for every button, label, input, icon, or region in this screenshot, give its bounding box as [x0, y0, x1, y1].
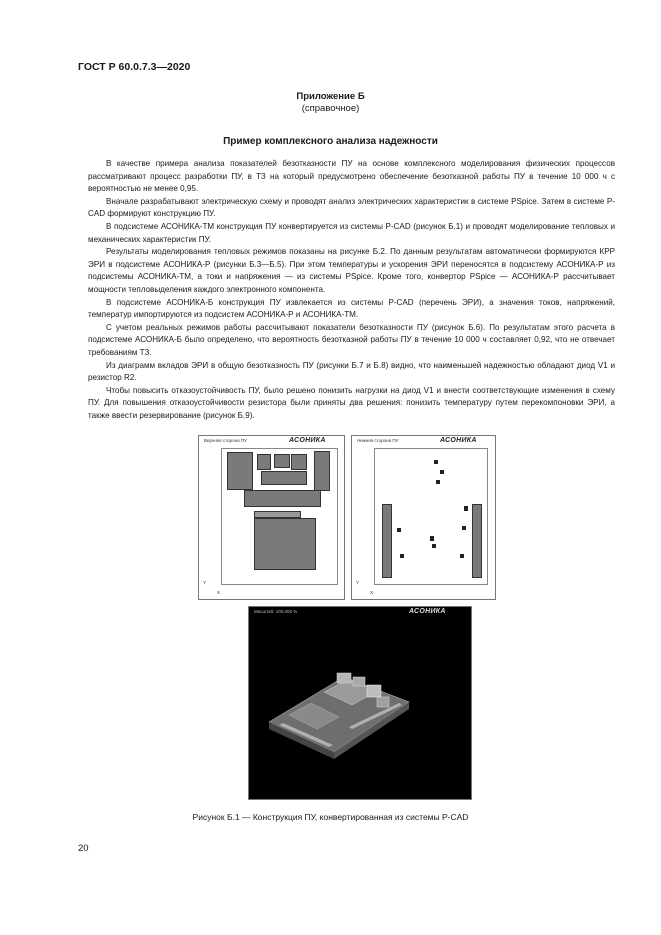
component-block	[227, 452, 253, 490]
annex-subtitle: (справочное)	[301, 103, 360, 114]
document-code: ГОСТ Р 60.0.7.3—2020	[78, 61, 191, 73]
component-block	[254, 511, 301, 518]
component-pad	[440, 470, 444, 474]
component-pad	[464, 506, 468, 511]
annex-title: Приложение Б	[296, 91, 365, 102]
annex-heading	[0, 91, 661, 115]
component-block	[291, 454, 307, 470]
body-text	[88, 158, 615, 422]
component-pad	[400, 554, 404, 558]
paragraph: Из диаграмм вкладов ЭРИ в общую безотказность ПУ (рисунки Б.7 и Б.8) видно, что наименьшей надежностью обладают диод V1 и резистор R2.	[88, 360, 615, 383]
paragraph: Чтобы повысить отказоустойчивость ПУ, было решено понизить нагрузки на диод V1 и внести соответствующие изменения в схему ПУ. Для повышения отказоустойчивости резистора были приняты два решения: понизить температуру путем перекомпоновки ЭРИ, а также ввести резервирование (рисунок Б.9).	[88, 385, 615, 420]
paragraph: Вначале разрабатывают электрическую схему и проводят анализ электрических характеристик в системе PSpice. Затем в системе P-CAD формируют конструкцию ПУ.	[88, 196, 615, 219]
paragraph: В подсистеме АСОНИКА-ТМ конструкция ПУ конвертируется из системы P-CAD (рисунок Б.1) и проводят моделирование тепловых и механических характеристик ПУ.	[88, 221, 615, 244]
axis-x-label: X	[217, 590, 221, 595]
figure-panel-top-side	[198, 435, 345, 600]
component-block	[314, 451, 330, 491]
component-pad	[436, 480, 440, 484]
component-pad	[397, 528, 401, 532]
panel-label: Нижняя сторона ПУ	[357, 438, 399, 443]
component-block	[254, 518, 316, 570]
asonika-logo: АСОНИКА	[409, 608, 446, 615]
component-pad	[460, 554, 464, 558]
axis-x-label: X	[370, 590, 374, 595]
axis-y-label: Y	[203, 580, 207, 585]
component-pad	[430, 536, 434, 541]
figure-panel-3d	[248, 606, 472, 800]
component-block	[257, 454, 271, 470]
axis-y-label: Y	[356, 580, 360, 585]
asonika-logo: АСОНИКА	[289, 437, 326, 444]
section-title: Пример комплексного анализа надежности	[223, 136, 438, 147]
figure-caption: Рисунок Б.1 — Конструкция ПУ, конвертированная из системы P-CAD	[192, 812, 469, 822]
component-pad	[462, 526, 466, 530]
component-block	[261, 471, 307, 485]
panel-label: Верхняя сторона ПУ	[204, 438, 247, 443]
component-block	[244, 490, 321, 507]
asonika-logo: АСОНИКА	[440, 437, 477, 444]
figure-panel-bottom-side	[351, 435, 496, 600]
paragraph: В качестве примера анализа показателей безотказности ПУ на основе комплексного моделирования физических процессов рассматривают процесс разработки ПУ, в ТЗ на который предусмотрено обеспечение безотказной работы ПУ в течение 10 000 ч с вероятностью не менее 0,95.	[88, 159, 615, 194]
paragraph: С учетом реальных режимов работы рассчитывают показатели безотказности ПУ (рисунок Б.6). По результатам этого расчета в подсистеме АСОНИКА-Б было определено, что вероятность безотказной работы ПУ в течение 10 000 ч составляет 0,92, что не отвечает требованиям ТЗ.	[88, 322, 615, 357]
paragraph: Результаты моделирования тепловых режимов показаны на рисунке Б.2. По данным результатам автоматически формируются КРР ЭРИ в подсистеме АСОНИКА-Р (рисунки Б.3—Б.5). При этом температуры и ускорения ЭРИ переносятся в подсистему АСОНИКА-Р из подсистемы АСОНИКА-ТМ, а токи и напряжения — из системы PSpice. Кроме того, конвертор PSpice — АСОНИКА-Р рассчитывает мощности тепловыделения каждого электронного компонента.	[88, 247, 615, 294]
page-number: 20	[78, 843, 89, 854]
component-pad	[434, 460, 438, 464]
component-pad	[432, 544, 436, 548]
component-strip	[382, 504, 392, 578]
paragraph: В подсистеме АСОНИКА-Б конструкция ПУ извлекается из системы P-CAD (перечень ЭРИ), а значения токов, напряжений, температур импортируются из подсистем АСОНИКА-Р и АСОНИКА-ТМ.	[88, 297, 615, 320]
component-strip	[472, 504, 482, 578]
panel-label: Масштаб: 100,000 %	[254, 609, 298, 614]
board-3d-render	[249, 607, 471, 799]
component-block	[274, 454, 290, 468]
